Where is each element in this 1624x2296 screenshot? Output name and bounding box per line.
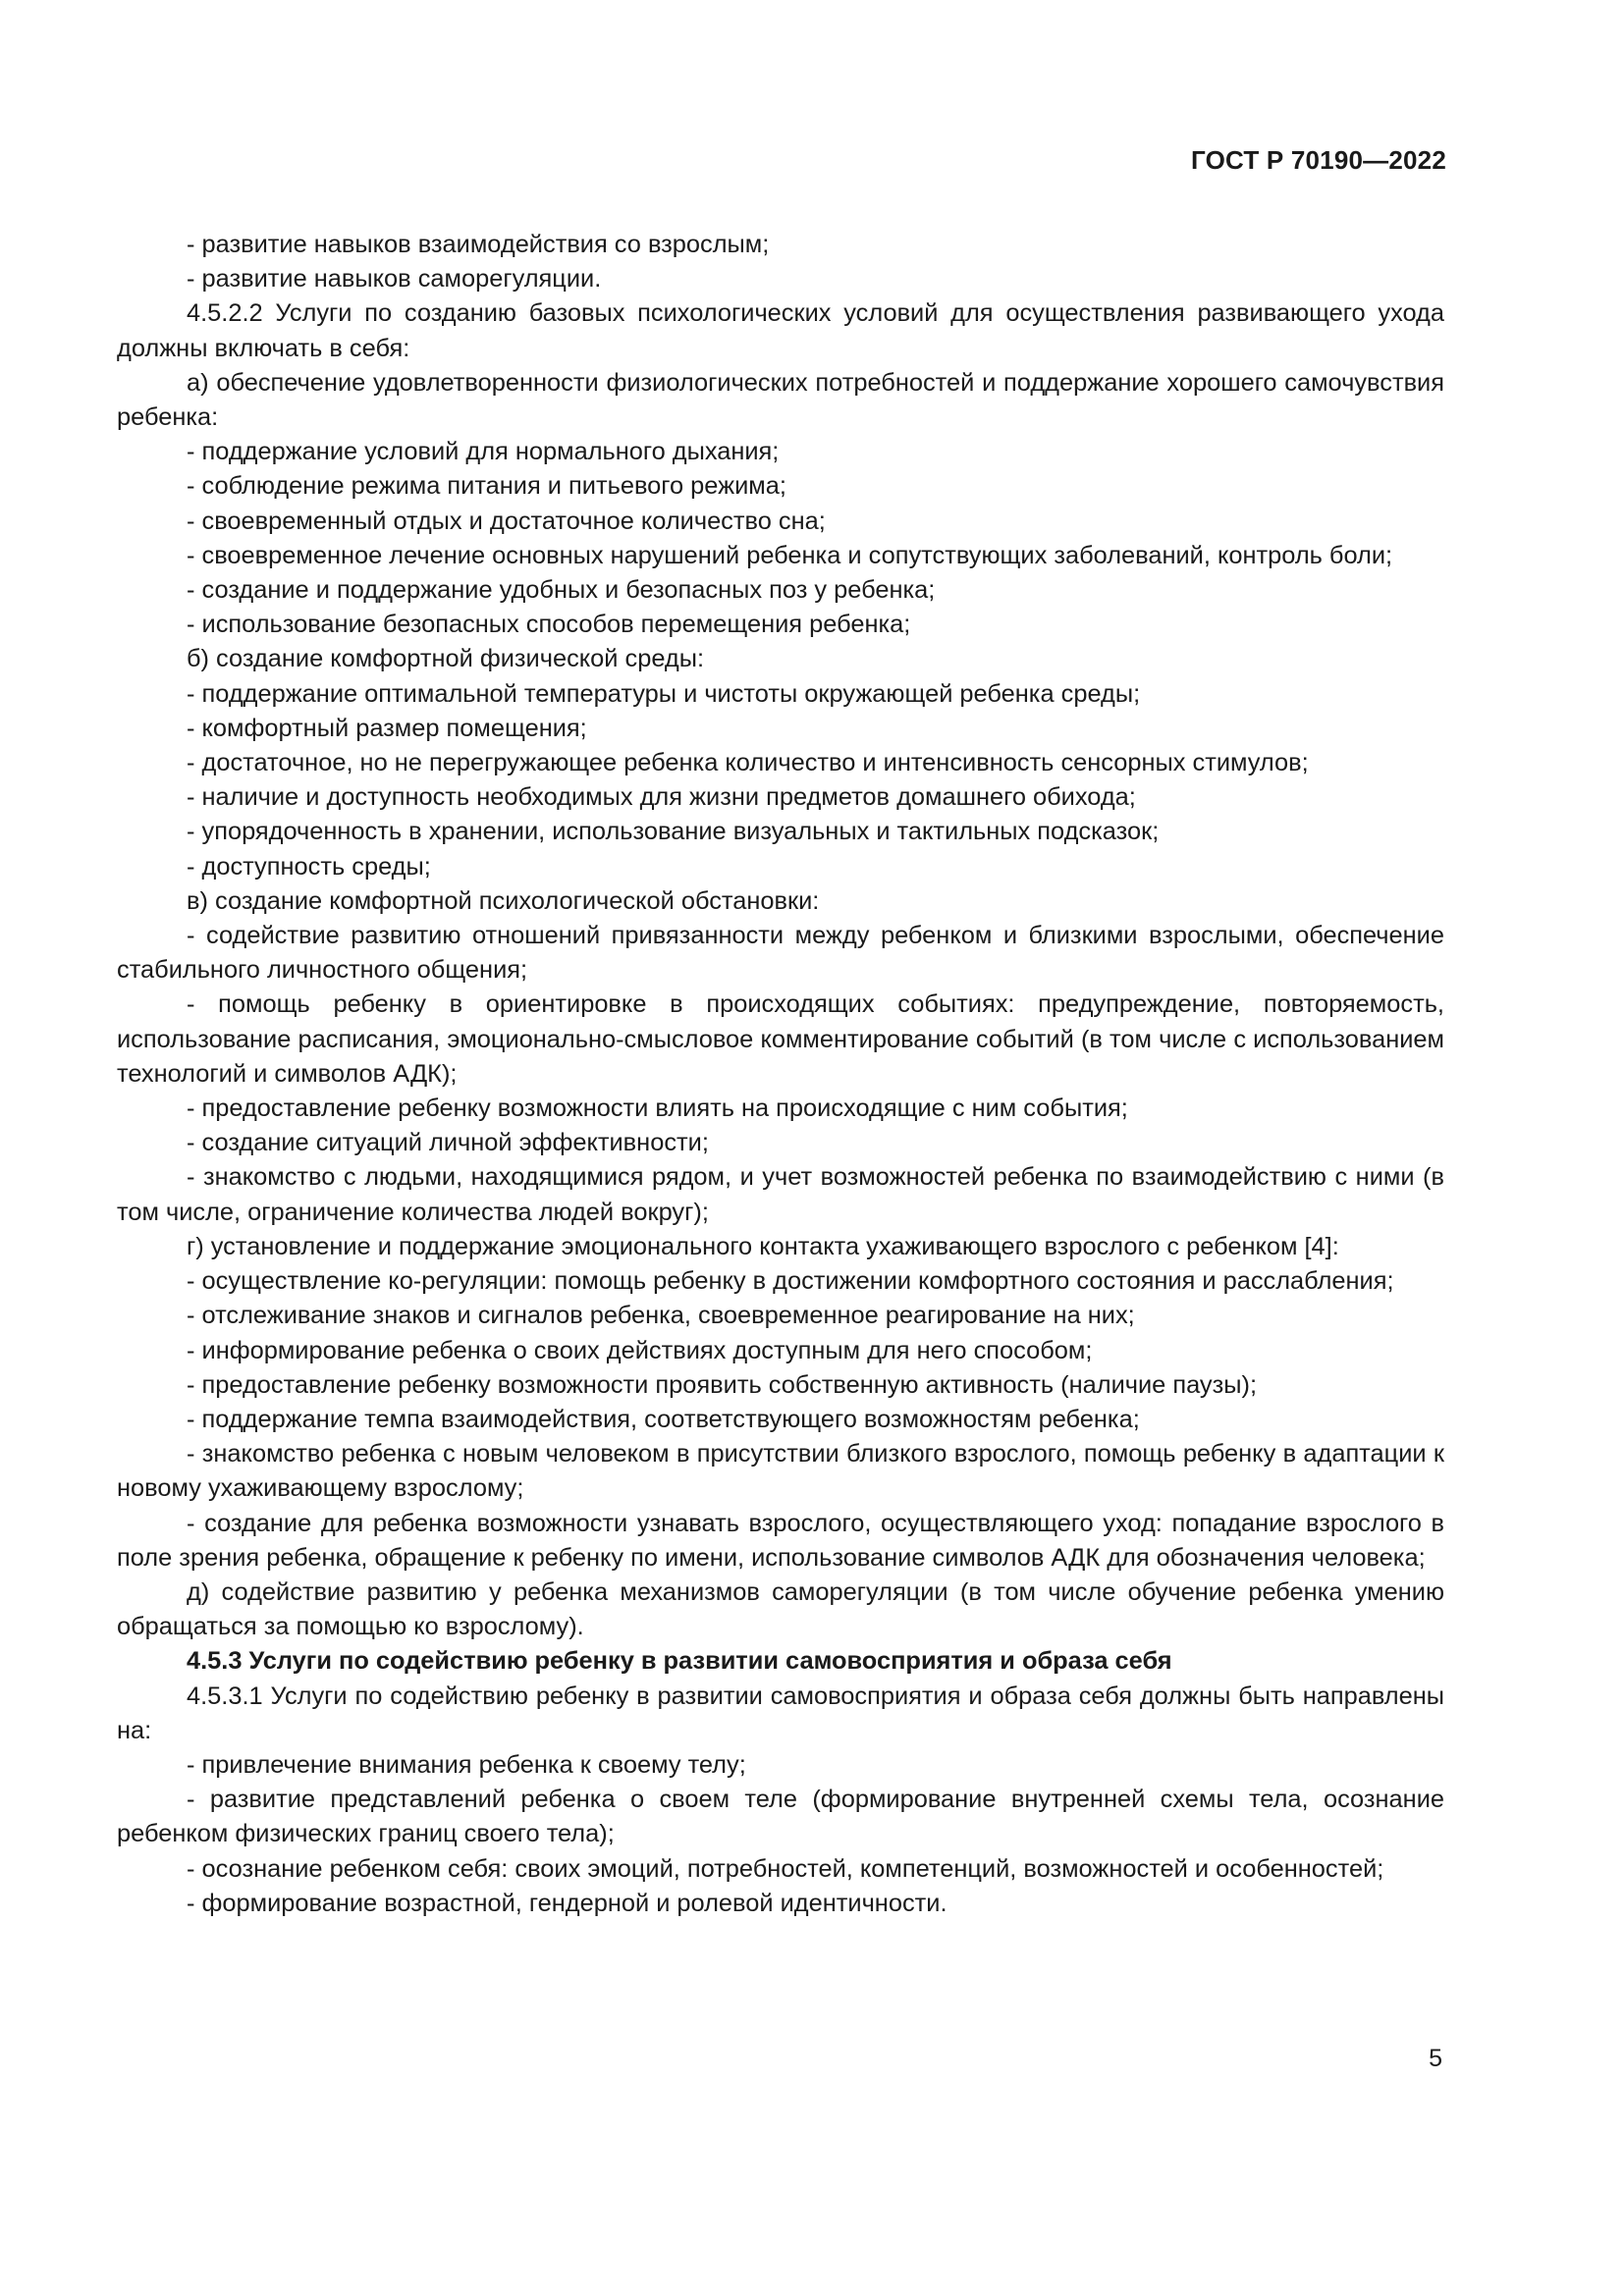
list-item: - использование безопасных способов перемещения ребенка; <box>187 611 911 639</box>
list-item: - развитие представлений ребенка о своем теле (формирование внутренней схемы тела, осознание ребенком физических границ своего тела); <box>117 1786 1444 1848</box>
list-item: - своевременный отдых и достаточное количество сна; <box>187 507 826 535</box>
subclause-d: д) содействие развитию у ребенка механизмов саморегуляции (в том числе обучение ребенка умению обращаться за помощью ко взрослому). <box>117 1577 1444 1641</box>
list-item: - упорядоченность в хранении, использование визуальных и тактильных подсказок; <box>187 818 1160 846</box>
list-item: - своевременное лечение основных нарушений ребенка и сопутствующих заболеваний, контроль боли; <box>187 541 1393 569</box>
subclause-v: в) создание комфортной психологической обстановки: <box>187 886 820 915</box>
list-item: - развитие навыков взаимодействия со взрослым; <box>187 231 770 258</box>
list-item: - отслеживание знаков и сигналов ребенка, своевременное реагирование на них; <box>187 1302 1135 1330</box>
list-item: - привлечение внимания ребенка к своему телу; <box>187 1750 746 1779</box>
list-item: - знакомство с людьми, находящимися рядом, и учет возможностей ребенка по взаимодействию с ними (в том числе, ограничение количества людей вокруг); <box>117 1163 1444 1226</box>
list-item: - создание для ребенка возможности узнавать взрослого, осуществляющего уход: попадание взрослого в поле зрения ребенка, обращение к ребенку по имени, использование символов АДК для обозначения человека; <box>117 1509 1444 1572</box>
list-item: - предоставление ребенку возможности проявить собственную активность (наличие паузы); <box>187 1370 1258 1399</box>
clause-paragraph: 4.5.2.2 Услуги по созданию базовых психологических условий для осуществления развивающего ухода должны включать в себя: <box>117 299 1444 362</box>
list-item: - формирование возрастной, гендерной и ролевой идентичности. <box>187 1889 947 1917</box>
list-item: - развитие навыков саморегуляции. <box>187 265 602 294</box>
page-number: 5 <box>1429 2045 1442 2072</box>
list-item: - поддержание условий для нормального дыхания; <box>187 438 780 466</box>
list-item: - соблюдение режима питания и питьевого режима; <box>187 472 786 501</box>
list-item: - доступность среды; <box>187 852 431 881</box>
list-item: - поддержание оптимальной температуры и чистоты окружающей ребенка среды; <box>187 679 1141 708</box>
document-code-header: ГОСТ Р 70190—2022 <box>1191 145 1446 175</box>
clause-paragraph: 4.5.3.1 Услуги по содействию ребенку в развитии самовосприятия и образа себя должны быть направлены на: <box>117 1682 1444 1744</box>
subclause-g: г) установление и поддержание эмоционального контакта ухаживающего взрослого с ребенком [4]: <box>187 1232 1339 1260</box>
list-item: - поддержание темпа взаимодействия, соответствующего возможностям ребенка; <box>187 1405 1140 1433</box>
list-item: - информирование ребенка о своих действиях доступным для него способом; <box>187 1336 1093 1364</box>
list-item: - комфортный размер помещения; <box>187 714 587 742</box>
list-item: - создание и поддержание удобных и безопасных поз у ребенка; <box>187 576 936 605</box>
document-body <box>117 228 1444 1921</box>
list-item: - создание ситуаций личной эффективности; <box>187 1129 709 1157</box>
list-item: - помощь ребенку в ориентировке в происходящих событиях: предупреждение, повторяемость, использование расписания, эмоционально-смысловое комментирование событий (в том числе с использованием технологий и символов АДК); <box>117 990 1444 1088</box>
list-item: - осуществление ко-регуляции: помощь ребенку в достижении комфортного состояния и расслабления; <box>187 1267 1394 1296</box>
list-item: - содействие развитию отношений привязанности между ребенком и близкими взрослыми, обеспечение стабильного личностного общения; <box>117 922 1444 985</box>
list-item: - предоставление ребенку возможности влиять на происходящие с ним события; <box>187 1095 1128 1123</box>
list-item: - осознание ребенком себя: своих эмоций, потребностей, компетенций, возможностей и особенностей; <box>187 1854 1384 1883</box>
list-item: - знакомство ребенка с новым человеком в присутствии близкого взрослого, помощь ребенку в адаптации к новому ухаживающему взрослому; <box>117 1440 1444 1503</box>
list-item: - достаточное, но не перегружающее ребенка количество и интенсивность сенсорных стимулов; <box>187 749 1309 777</box>
list-item: - наличие и доступность необходимых для жизни предметов домашнего обихода; <box>187 783 1136 812</box>
subclause-a: а) обеспечение удовлетворенности физиологических потребностей и поддержание хорошего самочувствия ребенка: <box>117 368 1444 432</box>
subclause-b: б) создание комфортной физической среды: <box>187 645 705 673</box>
section-heading: 4.5.3 Услуги по содействию ребенку в развитии самовосприятия и образа себя <box>187 1647 1172 1676</box>
